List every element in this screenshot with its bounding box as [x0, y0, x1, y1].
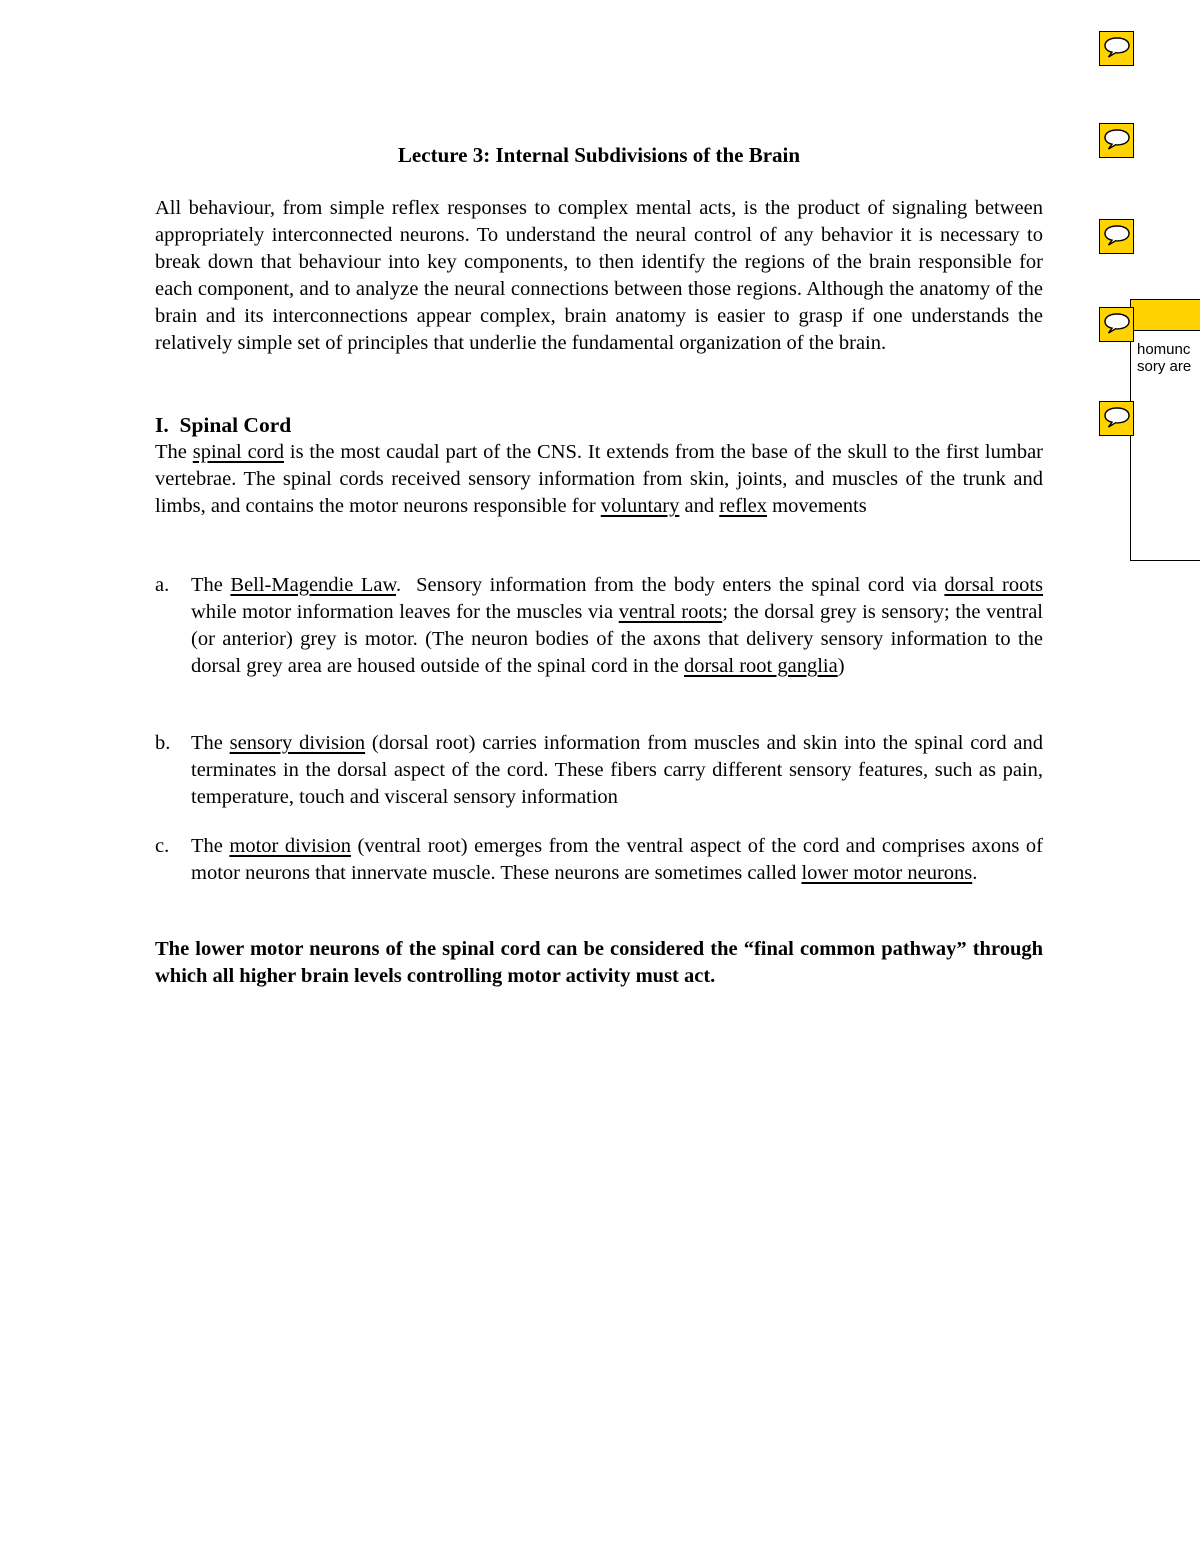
comment-balloon-header	[1131, 300, 1200, 331]
term-bell-magendie-law: Bell-Magendie Law	[230, 574, 396, 596]
comment-icon[interactable]	[1099, 219, 1134, 254]
list-item-content	[191, 833, 1043, 887]
term-dorsal-roots: dorsal roots	[944, 574, 1044, 596]
term-dorsal-root-ganglia: dorsal root ganglia	[683, 655, 838, 677]
intro-paragraph: All behaviour, from simple reflex responses to complex mental acts, is the product of signaling between appropriately interconnected neurons. To understand the neural control of any behavior it is necessary to break down that behaviour into key components, to then identify the regions of the brain responsible for each component, and to analyze the neural connections between those regions. Although the anatomy of the brain and its interconnections appear complex, brain anatomy is easier to grasp if one understands the relatively simple set of principles that underlie the fundamental organization of the brain.	[155, 197, 1043, 354]
text-run: . Sensory information from the body enters the spinal cord via	[395, 574, 945, 596]
text-run: The	[191, 732, 230, 754]
text-run: The	[155, 441, 193, 463]
page-title: Lecture 3: Internal Subdivisions of the Brain	[397, 143, 801, 167]
comment-balloon-text	[1131, 331, 1200, 375]
list-marker: b.	[155, 732, 171, 754]
comment-line: sory are	[1137, 358, 1192, 375]
comment-line: homunc	[1137, 341, 1191, 358]
spinal-cord-paragraph	[155, 439, 1043, 520]
text-run: (dorsal root) carries information from muscles and skin into the spinal cord and terminates in the dorsal aspect of the cord. These fibers carry different sensory features, such as pain, temperature, touch and visceral sensory information	[191, 732, 1044, 808]
comment-balloon[interactable]	[1130, 299, 1200, 561]
text-run: is the most caudal part of the CNS. It extends from the base of the skull to the first lumbar vertebrae. The spinal cords received sensory information from skin, joints, and muscles of the trunk and limbs, and contains the motor neurons responsible for	[155, 441, 1043, 517]
final-common-pathway-paragraph: The lower motor neurons of the spinal cord can be considered the “final common pathway” through which all higher brain levels controlling motor activity must act.	[155, 938, 1043, 987]
term-ventral-roots: ventral roots	[618, 601, 723, 623]
term-lower-motor-neurons: lower motor neurons	[801, 862, 973, 884]
section-heading-spinal-cord: I. Spinal Cord	[155, 413, 292, 437]
list-item-c	[155, 833, 1043, 887]
comment-icon[interactable]	[1099, 401, 1134, 436]
comment-icon[interactable]	[1099, 307, 1134, 342]
text-run: The	[191, 835, 230, 857]
text-run: ; the dorsal grey is sensory; the ventral (or anterior) grey is motor. (The neuron bodies of the axons that delivery sensory information to the dorsal grey area are housed outside of the spinal cord in the	[191, 601, 1043, 677]
term-voluntary: voluntary	[600, 495, 680, 517]
list-item-content	[191, 572, 1043, 680]
text-run: )	[837, 655, 845, 677]
comment-icon[interactable]	[1099, 31, 1134, 66]
text-run: .	[972, 862, 978, 884]
comment-icon[interactable]	[1099, 123, 1134, 158]
text-run: The	[191, 574, 231, 596]
text-run: while motor information leaves for the muscles via	[191, 601, 619, 623]
text-run: and	[679, 495, 720, 517]
term-sensory-division: sensory division	[229, 732, 366, 754]
term-reflex: reflex	[719, 495, 768, 517]
list-item-a	[155, 572, 1043, 680]
list-marker: a.	[155, 574, 170, 596]
term-spinal-cord: spinal cord	[192, 441, 285, 463]
text-run: movements	[767, 495, 867, 517]
list-item-content	[191, 730, 1043, 811]
term-motor-division: motor division	[229, 835, 351, 857]
text-run: (ventral root) emerges from the ventral aspect of the cord and comprises axons of motor neurons that innervate muscle. These neurons are sometimes called	[191, 835, 1043, 884]
list-item-b	[155, 730, 1043, 811]
list-marker: c.	[155, 835, 170, 857]
